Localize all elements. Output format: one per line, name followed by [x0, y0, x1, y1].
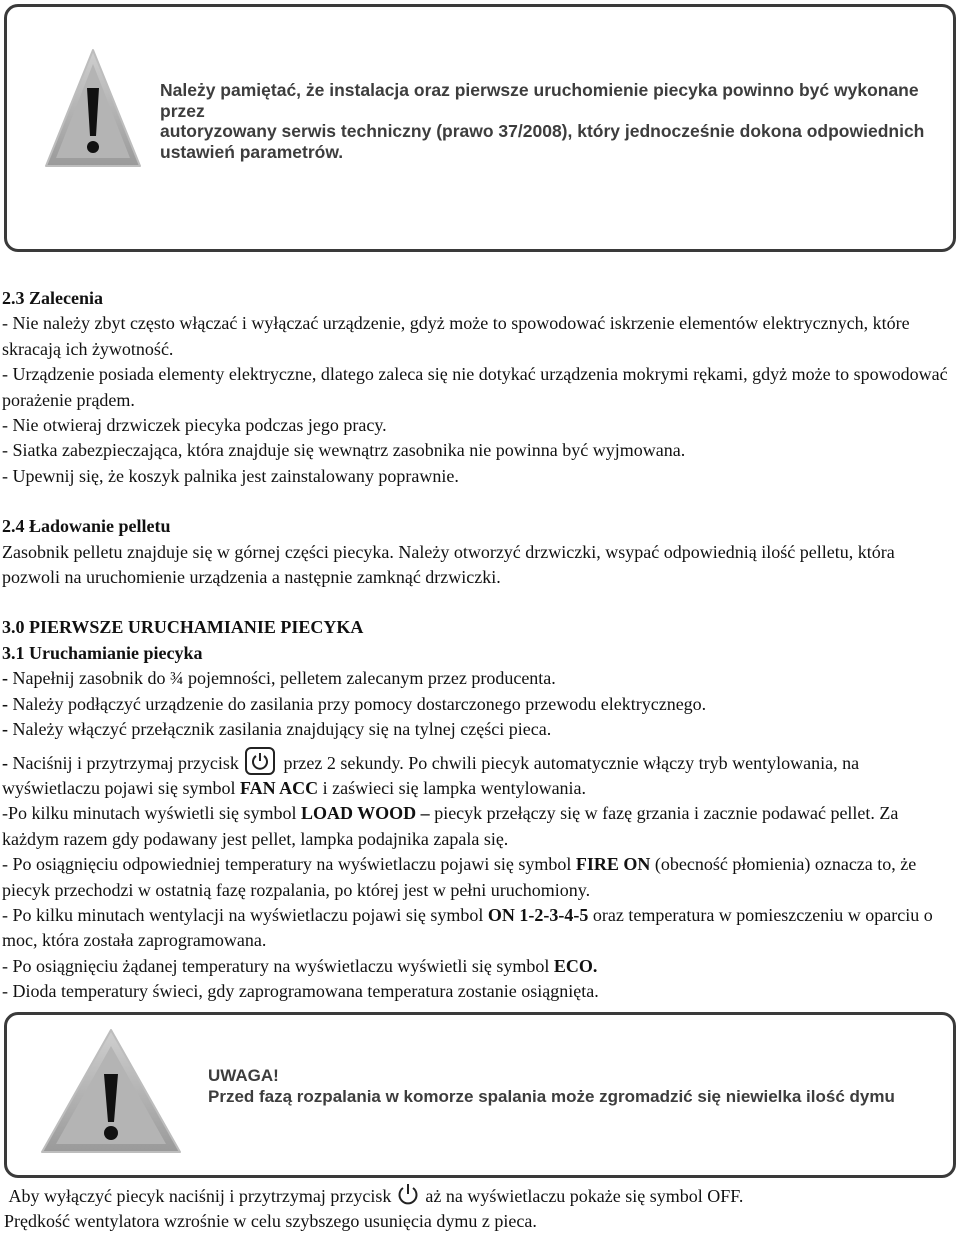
list-item: - Nie należy zbyt często włączać i wyłączać urządzenie, gdyż może to spowodować iskrzenie elementów elektrycznych, które skracają ich żywotność.: [2, 313, 910, 359]
list-item: - Po osiągnięciu żądanej temperatury na wyświetlaczu wyświetli się symbol ECO.: [2, 955, 598, 976]
list-item: - Siatka zabezpieczająca, która znajduje się wewnątrz zasobnika nie powinna być wyjmowana.: [2, 440, 686, 461]
warning-line: ustawień parametrów.: [160, 141, 344, 162]
footer-line: Aby wyłączyć piecyk naciśnij i przytrzymaj przycisk aż na wyświetlaczu pokaże się symbol OFF.: [4, 1182, 954, 1209]
warning-line: Należy pamiętać, że instalacja oraz pierwsze uruchomienie piecyka powinno być wykonane przez: [160, 80, 919, 121]
section-heading-2-4: 2.4 Ładowanie pelletu: [2, 516, 171, 537]
list-item: - Nie otwieraj drzwiczek piecyka podczas jego pracy.: [2, 415, 387, 436]
list-item: - Należy podłączyć urządzenie do zasilania przy pomocy dostarczonego przewodu elektrycznego.: [2, 693, 707, 714]
list-item: - Po osiągnięciu odpowiedniej temperatury na wyświetlaczu pojawi się symbol FIRE ON (obecność płomienia) oznacza to, że piecyk przechodzi w ostatnią fazę rozpalania, po której jest w pełni uruchomiony.: [2, 854, 917, 900]
list-item: -Po kilku minutach wyświetli się symbol LOAD WOOD – piecyk przełączy się w fazę grzania i zacznie podawać pellet. Za każdym razem gdy podawany jest pellet, lampka podajnika zapala się.: [2, 803, 899, 849]
list-item: - Upewnij się, że koszyk palnika jest zainstalowany poprawnie.: [2, 465, 459, 486]
warning-triangle-icon: [42, 44, 144, 172]
list-item: - Naciśnij i przytrzymaj przycisk przez 2 sekundy. Po chwili piecyk automatycznie włączy tryb wentylowania, na wyświetlaczu pojawi się symbol FAN ACC i zaświeci się lampka wentylowania.: [2, 747, 950, 802]
warning-title: UWAGA!: [208, 1066, 279, 1085]
footer-text: [4, 1182, 954, 1234]
list-item: - Napełnij zasobnik do ¾ pojemności, pelletem zalecanym przez producenta.: [2, 668, 556, 689]
power-button-icon: [245, 747, 275, 775]
warning-line: autoryzowany serwis techniczny (prawo 37/2008), który jednocześnie dokona odpowiednich: [160, 121, 925, 141]
paragraph: Zasobnik pelletu znajduje się w górnej części piecyka. Należy otworzyć drzwiczki, wsypać odpowiednią ilość pelletu, która pozwoli na uruchomienie urządzenia a następnie zamknąć drzwiczki.: [2, 541, 895, 588]
section-heading-3-0: 3.0 PIERWSZE URUCHAMIANIE PIECYKA: [2, 617, 364, 638]
warning-triangle-icon: [36, 1024, 186, 1158]
document-body: [2, 286, 950, 1005]
list-item: - Po kilku minutach wentylacji na wyświetlaczu pojawi się symbol ON 1-2-3-4-5 oraz temperatura w pomieszczeniu w oparciu o moc, która została zaprogramowana.: [2, 904, 933, 951]
power-icon: [395, 1182, 421, 1206]
section-heading-2-3: 2.3 Zalecenia: [2, 288, 103, 308]
list-item: - Należy włączyć przełącznik zasilania znajdujący się na tylnej części pieca.: [2, 719, 552, 740]
list-item: - Urządzenie posiada elementy elektryczne, dlatego zaleca się nie dotykać urządzenia mokrymi rękami, gdyż może to spowodować porażenie prądem.: [2, 364, 948, 410]
warning-text-top: [160, 80, 950, 162]
section-heading-3-1: 3.1 Uruchamianie piecyka: [2, 642, 203, 663]
footer-line: Prędkość wentylatora wzrośnie w celu szybszego usunięcia dymu z pieca.: [4, 1211, 537, 1231]
warning-line: Przed fazą rozpalania w komorze spalania może zgromadzić się niewielka ilość dymu: [208, 1086, 895, 1106]
warning-text-bottom: [208, 1066, 948, 1107]
list-item: - Dioda temperatury świeci, gdy zaprogramowana temperatura zostanie osiągnięta.: [2, 981, 599, 1002]
